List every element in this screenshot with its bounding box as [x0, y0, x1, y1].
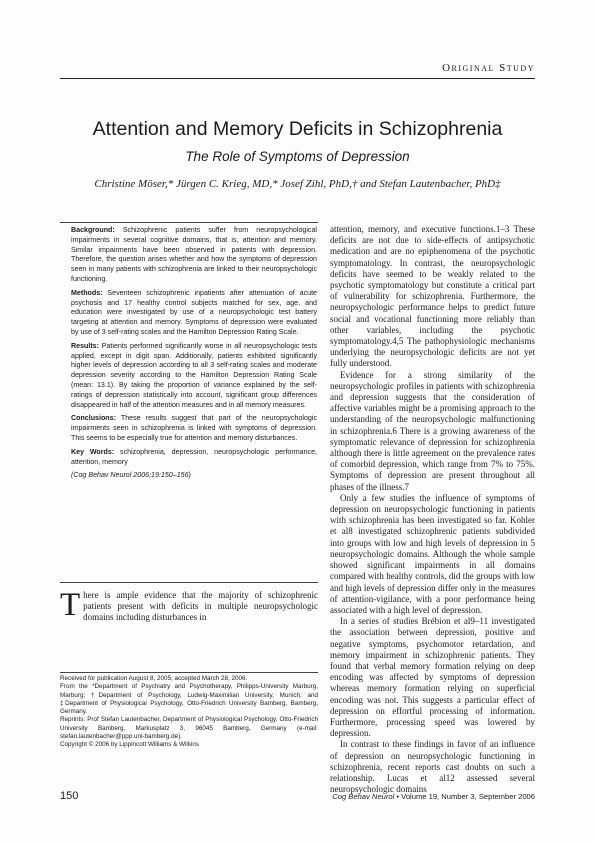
- received-note: Received for publication August 8, 2005; accepted March 28, 2006.: [60, 675, 248, 682]
- body-paragraph: Evidence for a strong similarity of the neuropsychologic profiles in patients with schizophrenia and depression suggests that the consideration of affective variables might be a promising approach to the understanding of the neuropsychologic malfunctioning in schizophrenia.6 There is a growing awareness of the symptomatic relevance of depression for schizophrenia although there is little agreement on the prevalence rates of comorbid depression, which range from 7% to 75%. Symptoms of depression are present throughout all phases of the illness.7: [330, 369, 535, 492]
- article-subtitle: The Role of Symptoms of Depression: [185, 149, 410, 164]
- results-label: Results:: [71, 341, 99, 350]
- abstract-top-rule: [60, 222, 318, 223]
- copyright-note: Copyright © 2006 by Lippincott Williams & Wilkins: [60, 741, 200, 749]
- methods-label: Methods:: [71, 288, 103, 297]
- issue-info: • Volume 19, Number 3, September 2006: [394, 792, 535, 801]
- conclusions-label: Conclusions:: [71, 414, 116, 423]
- article-title: Attention and Memory Deficits in Schizophrenia: [92, 118, 503, 140]
- intro-text: here is ample evidence that the majority of schizophrenic patients present with deficits in multiple neuropsychologic domains including disturbances in: [83, 590, 318, 623]
- body-paragraph: In a series of studies Brébion et al9–11 investigated the association between depression, positive and negative symptoms, psychomotor retardation, and memory impairment in schizophrenic patients. They found that verbal memory formation relying on deep encoding was affected by symptoms of depression whereas memory formation relying on superficial encoding was not. This suggests a particular effect of depression on effortful processing of information. Furthermore, processing speed was lowered by depression.: [330, 616, 535, 739]
- abstract-citation: (Cog Behav Neurol 2006;19:150–156): [71, 471, 191, 480]
- keywords-text: schizophrenia, depression, neuropsychologic performance, attention, memory: [71, 447, 317, 466]
- body-paragraph: attention, memory, and executive functions.1–3 These deficits are not due to side-effects of antipsychotic medication and are no epiphenomena of the psychotic symptomatology. In contrast, the neuropsychologic deficits have seemed to be weakly related to the psychotic symptomatology but constitute a critical part of vulnerability for schizophrenia. Furthermore, the neuropsychologic performance helps to predict future social and vocational functioning more reliably than other variables, including the psychotic symptomatology.4,5 The pathophysiologic mechanisms underlying the neuropsychologic deficits are not yet fully understood.: [330, 224, 535, 369]
- body-paragraph: In contrast to these findings in favor of an influence of depression on neuropsychologic functioning in schizophrenia, recent reports cast doubts on such a relationship. Lucas et al12 assessed several neuropsychologic domains: [330, 739, 535, 795]
- abstract-bottom-rule: [60, 582, 318, 583]
- results-text: Patients performed significantly worse in all neuropsychologic tests applied, except in digit span. Additionally, patients exhibited significantly higher levels of depression according to all 3 self-rating scales and moderate depression severity according to the Hamilton Depression Rating Scale (mean: 13.1). By taking the proportion of variance explained by the self-ratings of depression statistically into account, significant group differences disappeared in half of the attention measures and in all memory measures.: [71, 341, 318, 409]
- affiliations-note: From the *Department of Psychiatry and Psychotherapy, Philipps-University Marburg, Marburg; †Department of Psychology, Ludwig-Maximilian University, Munich; and ‡Department of Physiological Psychology, Otto-Friedrich University Bamberg, Bamberg, Germany.: [60, 683, 318, 716]
- abstract: [71, 226, 317, 485]
- background-text: Schizophrenic patients suffer from neuropsychological impairments in several cognitive domains, that is, attention and memory. Similar impairments have been observed in patients with depression. Therefore, the question arises whether and how the symptoms of depression seen in many patients with schizophrenia are linked to their neuropsychologic functioning.: [71, 226, 317, 283]
- abstract-background: [71, 226, 317, 285]
- body-paragraph: Only a few studies the influence of symptoms of depression on neuropsychologic functioning in patients with schizophrenia has been investigated so far. Kohler et al8 investigated schizophrenic patients subdivided into groups with low and high levels of depression in 5 neuropsychologic domains. Although the whole sample showed significant impairments in all domains compared with healthy controls, did the groups with low and high levels of depression differ only in the measures of attention-vigilance, with a poor performance being associated with a high level of depression.: [330, 492, 535, 615]
- page-number: 150: [60, 790, 79, 802]
- abstract-results: [71, 342, 317, 411]
- abstract-conclusions: [71, 414, 317, 443]
- keywords-label: Key Words:: [71, 447, 115, 456]
- intro-paragraph: [60, 587, 318, 624]
- right-column: [330, 224, 535, 795]
- methods-text: Seventeen schizophrenic inpatients after attenuation of acute psychosis and 17 healthy control subjects matched for sex, age, and education were investigated by use of a neuropsychologic test battery targeting at attention and memory. Symptoms of depression were evaluated by use of 3 self-rating scales and the Hamilton Depression Rating Scale.: [71, 288, 317, 336]
- background-label: Background:: [71, 226, 115, 234]
- journal-name: Cog Behav Neurol: [332, 792, 395, 801]
- running-footer: [300, 792, 535, 801]
- abstract-methods: [71, 289, 317, 338]
- conclusions-text: These results suggest that part of the neuropsychologic impairments seen in schizophrenia is linked with symptoms of depression. This seems to be especially true for attention and memory disturbances.: [71, 414, 318, 442]
- footnote-rule: [60, 672, 318, 673]
- reprints-note: Reprints: Prof Stefan Lautenbacher, Department of Physiological Psychology, Otto-Friedrich University Bamberg, Markusplatz 3, 96045 Bamberg, Germany (e-mail: stefan.lautenbacher@ppp.uni-bamberg.de).: [60, 716, 318, 741]
- header-rule: [60, 78, 535, 79]
- abstract-keywords: [71, 448, 317, 468]
- footnotes: [60, 675, 318, 750]
- drop-cap: T: [60, 587, 81, 623]
- section-label: Original Study: [442, 62, 535, 74]
- author-list: Christine Möser,* Jürgen C. Krieg, MD,* Josef Zihl, PhD,† and Stefan Lautenbacher, PhD‡: [94, 178, 501, 190]
